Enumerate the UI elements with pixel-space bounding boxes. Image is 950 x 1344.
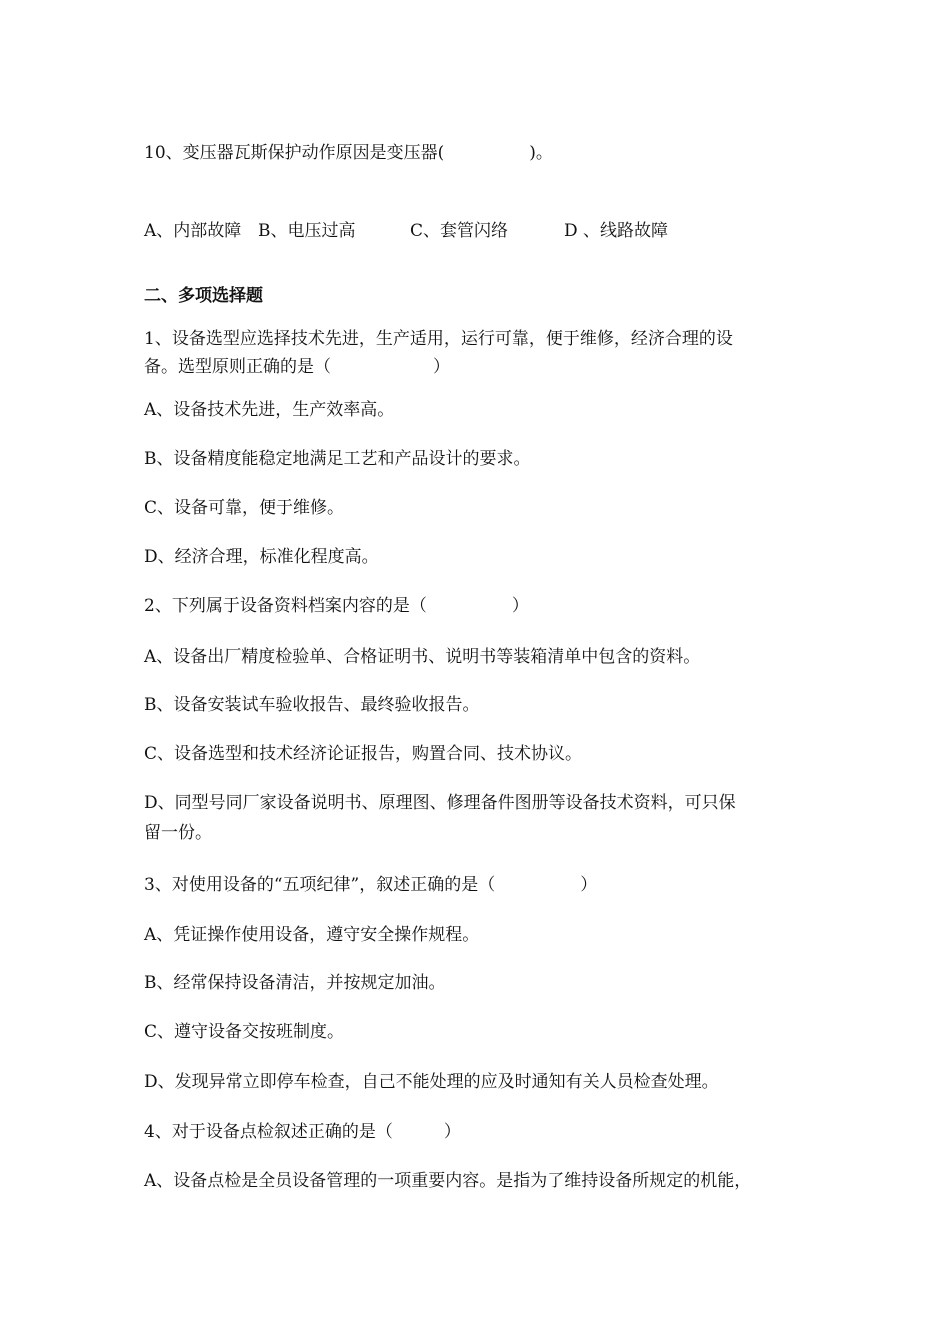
q2-option-d-line-1: D、同型号同厂家设备说明书、原理图、修理备件图册等设备技术资料，可只保: [144, 793, 736, 813]
q2-option-a: A、设备出厂精度检验单、合格证明书、说明书等装箱清单中包含的资料。: [144, 647, 701, 667]
q2-stem: 2、下列属于设备资料档案内容的是（ ）: [144, 596, 529, 616]
question-10-options: [144, 219, 824, 243]
section-title: 二、多项选择题: [144, 286, 263, 306]
q10-option-c: C、套管闪络: [410, 221, 509, 241]
q1-option-b: B、设备精度能稳定地满足工艺和产品设计的要求。: [144, 449, 531, 469]
q1-stem-line-2: 备。选型原则正确的是（ ）: [144, 357, 450, 377]
q1-option-d: D、经济合理，标准化程度高。: [144, 547, 379, 567]
q3-option-a: A、凭证操作使用设备，遵守安全操作规程。: [144, 925, 480, 945]
question-10-stem: 10、变压器瓦斯保护动作原因是变压器( )。: [144, 143, 553, 163]
q4-option-a: A、设备点检是全员设备管理的一项重要内容。是指为了维持设备所规定的机能，: [144, 1171, 752, 1191]
q10-option-b: B、电压过高: [258, 221, 356, 241]
q4-stem: 4、对于设备点检叙述正确的是（ ）: [144, 1122, 461, 1142]
q2-option-c: C、设备选型和技术经济论证报告，购置合同、技术协议。: [144, 744, 583, 764]
q10-option-a: A、内部故障: [144, 221, 242, 241]
q1-option-a: A、设备技术先进，生产效率高。: [144, 400, 395, 420]
q3-option-c: C、遵守设备交按班制度。: [144, 1022, 345, 1042]
q10-option-d: D 、线路故障: [564, 221, 669, 241]
q2-option-d-line-2: 留一份。: [144, 823, 212, 843]
q3-stem: 3、对使用设备的“五项纪律”，叙述正确的是（ ）: [144, 875, 598, 895]
q3-option-b: B、经常保持设备清洁，并按规定加油。: [144, 973, 446, 993]
q1-stem-line-1: 1、设备选型应选择技术先进，生产适用，运行可靠，便于维修，经济合理的设: [144, 329, 733, 349]
q3-option-d: D、发现异常立即停车检查，自己不能处理的应及时通知有关人员检查处理。: [144, 1072, 719, 1092]
q2-option-b: B、设备安装试车验收报告、最终验收报告。: [144, 695, 480, 715]
q1-option-c: C、设备可靠，便于维修。: [144, 498, 345, 518]
